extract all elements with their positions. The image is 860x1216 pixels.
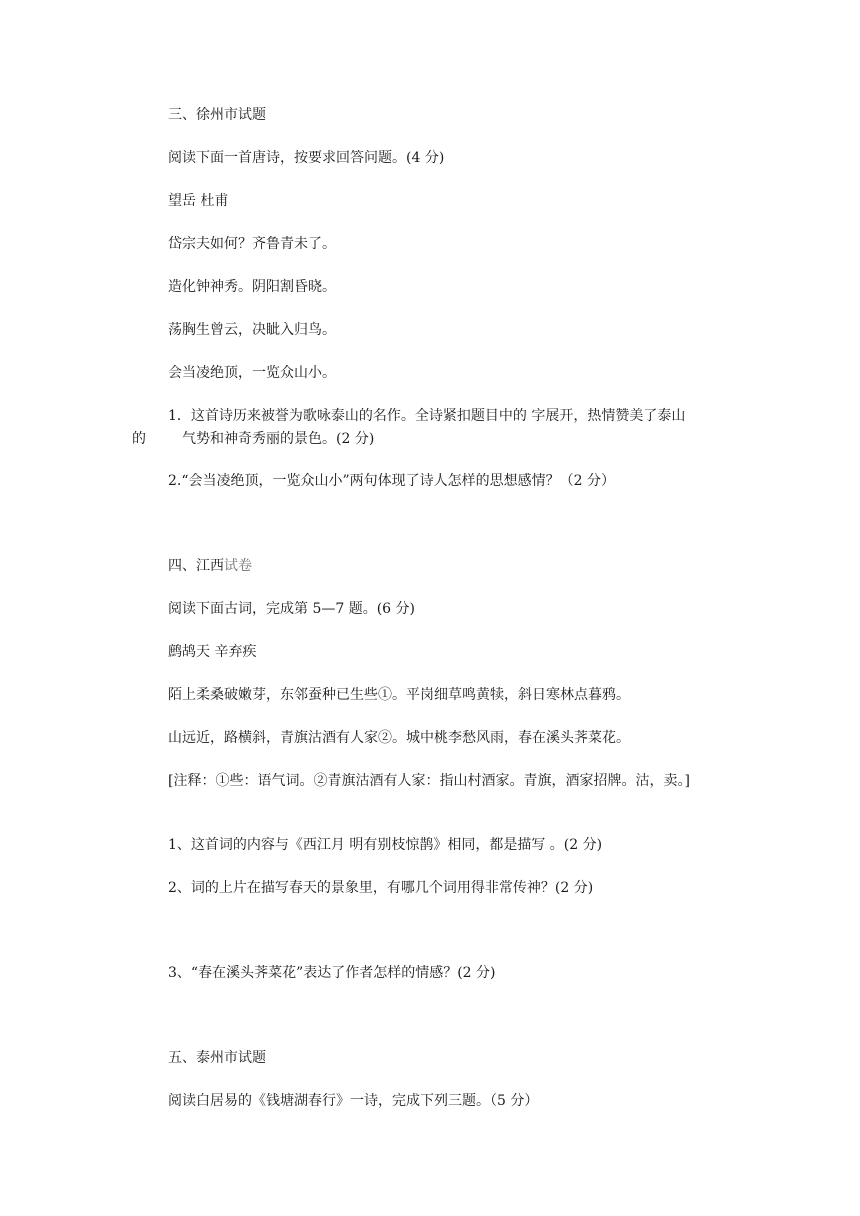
question-text: 气势和神奇秀丽的景色。(2 分) [182,431,375,447]
section-intro: 阅读下面一首唐诗，按要求回答问题。(4 分) [168,150,445,166]
section-heading-taizhou: 五、泰州市试题 [168,1050,266,1066]
poem-line: 会当凌绝顶，一览众山小。 [168,365,336,381]
poem-title: 鹧鸪天 辛弃疾 [168,644,257,660]
poem-line: 陌上柔桑破嫩芽，东邻蚕种已生些①。平岗细草鸣黄犊，斜日寒林点暮鸦。 [168,687,630,703]
question-text-prefix: 的 [132,431,146,447]
poem-title: 望岳 杜甫 [168,193,229,209]
poem-line: 岱宗夫如何？齐鲁青未了。 [168,236,336,252]
heading-part: 四、江西 [168,558,224,574]
question-text: 2、词的上片在描写春天的景象里，有哪几个词用得非常传神？(2 分) [168,880,594,896]
poem-line: 造化钟神秀。阴阳割昏晓。 [168,279,336,295]
annotation-note: [注释：①些：语气词。②青旗沽酒有人家：指山村酒家。青旗，酒家招牌。沽，卖。] [168,773,690,789]
poem-line: 山远近，路横斜，青旗沽酒有人家②。城中桃李愁风雨，春在溪头荠菜花。 [168,730,630,746]
heading-part-gray: 试卷 [224,558,252,574]
question-text: 2.“会当凌绝顶，一览众山小”两句体现了诗人怎样的思想感情？（2 分） [168,473,616,489]
section-heading-xuzhou: 三、徐州市试题 [168,107,266,123]
section-intro: 阅读白居易的《钱塘湖春行》一诗，完成下列三题。（5 分） [168,1093,539,1109]
section-heading-jiangxi [168,557,252,575]
question-text: 1．这首诗历来被誉为歌咏泰山的名作。全诗紧扣题目中的 字展开，热情赞美了泰山 [168,408,686,424]
question-text: 3、“春在溪头荠菜花”表达了作者怎样的情感？(2 分) [168,965,496,981]
section-intro: 阅读下面古词，完成第 5—7 题。(6 分) [168,601,415,617]
question-text: 1、这首词的内容与《西江月 明有别枝惊鹊》相同，都是描写 。(2 分) [168,837,603,853]
poem-line: 荡胸生曾云，决眦入归鸟。 [168,322,336,338]
